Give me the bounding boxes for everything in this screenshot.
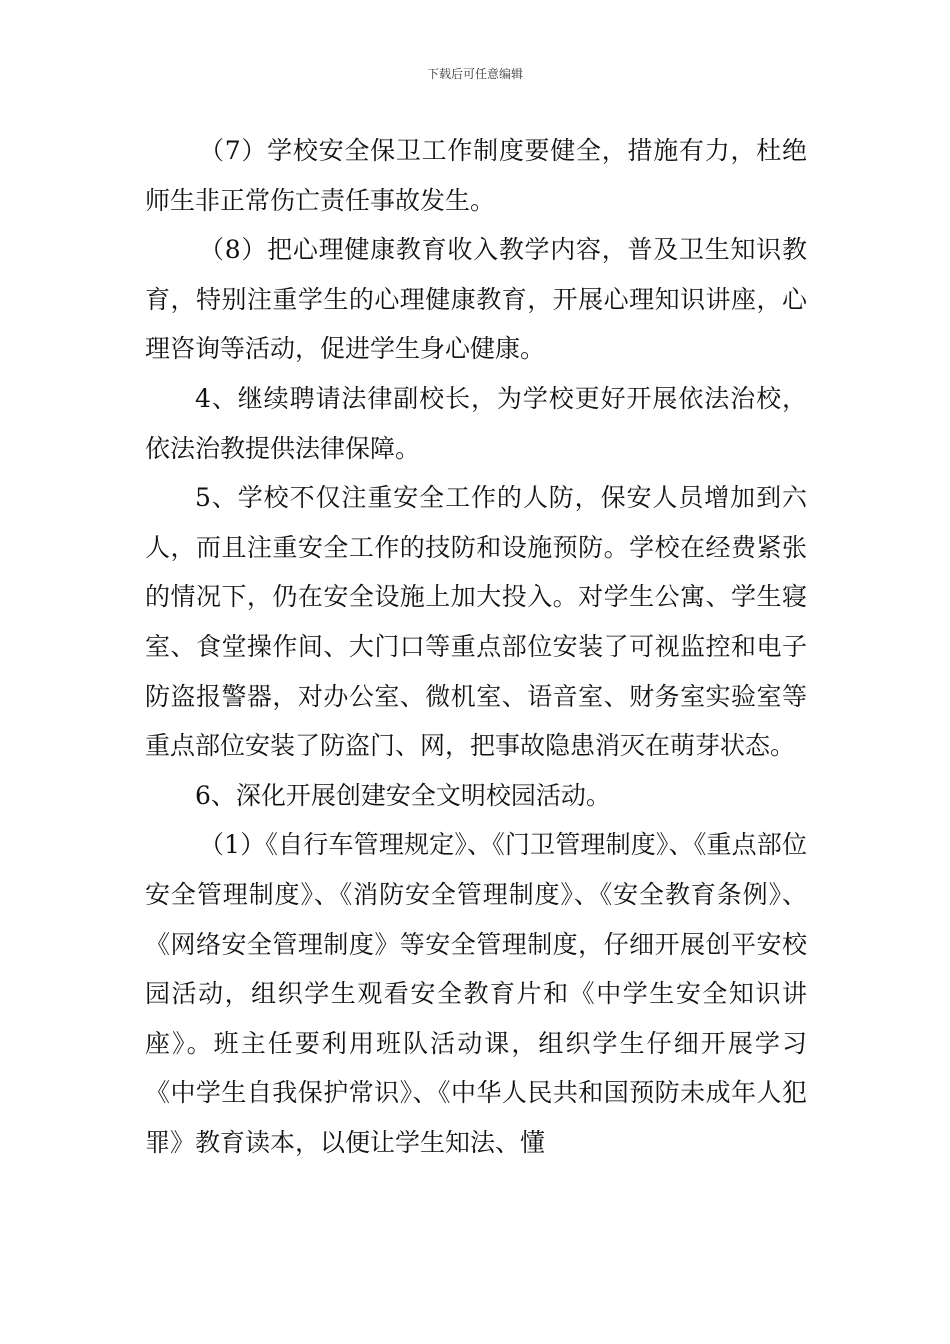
paragraph-item-7: （7）学校安全保卫工作制度要健全，措施有力，杜绝师生非正常伤亡责任事故发生。: [145, 136, 807, 215]
paragraph-item-8: （8）把心理健康教育收入教学内容，普及卫生知识教育，特别注重学生的心理健康教育，开展心理知识讲座，心理咨询等活动，促进学生身心健康。: [145, 235, 807, 364]
paragraph-section-4: 4、继续聘请法律副校长，为学校更好开展依法治校，依法治教提供法律保障。: [145, 383, 807, 463]
paragraph-section-5: 5、学校不仅注重安全工作的人防，保安人员增加到六人，而且注重安全工作的技防和设施预防。学校在经费紧张的情况下，仍在安全设施上加大投入。对学生公寓、学生寝室、食堂操作间、大门口等重点部位安装了可视监控和电子防盗报警器，对办公室、微机室、语音室、财务室实验室等重点部位安装了防盗门、网，把事故隐患消灭在萌芽状态。: [145, 483, 807, 761]
paragraph-item-1: （1）《自行车管理规定》、《门卫管理制度》、《重点部位安全管理制度》、《消防安全管理制度》、《安全教育条例》、《网络安全管理制度》等安全管理制度，仔细开展创平安校园活动，组织学生观看安全教育片和《中学生安全知识讲座》。班主任要利用班队活动课，组织学生仔细开展学习《中学生自我保护常识》、《中华人民共和国预防未成年人犯罪》教育读本，以便让学生知法、懂: [145, 830, 807, 1157]
page-header: 下载后可任意编辑: [426, 67, 523, 81]
document-body: [145, 126, 807, 1167]
paragraph-section-6: 6、深化开展创建安全文明校园活动。: [195, 780, 611, 810]
